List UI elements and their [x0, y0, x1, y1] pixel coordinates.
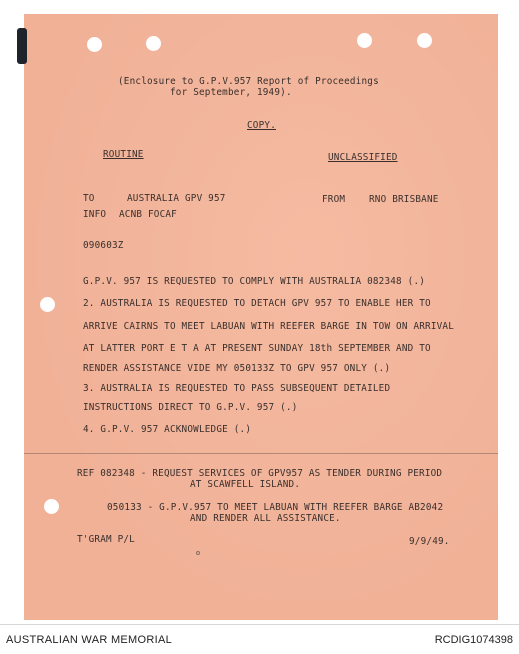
- reference-2-line-2: AND RENDER ALL ASSISTANCE.: [190, 513, 341, 524]
- message-line: RENDER ASSISTANCE VIDE MY 050133Z TO GPV 957 ONLY (.): [83, 363, 391, 374]
- institution-name: AUSTRALIAN WAR MEMORIAL: [6, 634, 173, 646]
- reference-1-line-2: AT SCAWFELL ISLAND.: [190, 479, 301, 490]
- message-line: 4. G.P.V. 957 ACKNOWLEDGE (.): [83, 424, 252, 435]
- from-value: RNO BRISBANE: [369, 194, 439, 205]
- enclosure-line-2: for September, 1949).: [170, 87, 292, 98]
- enclosure-line-1: (Enclosure to G.P.V.957 Report of Proceedings: [118, 76, 379, 87]
- to-label: TO: [83, 193, 95, 204]
- archive-footer: [0, 624, 519, 654]
- message-line: INSTRUCTIONS DIRECT TO G.P.V. 957 (.): [83, 402, 298, 413]
- to-value: AUSTRALIA GPV 957: [127, 193, 226, 204]
- info-label: INFO: [83, 209, 107, 220]
- classification: UNCLASSIFIED: [328, 152, 398, 163]
- from-label: FROM: [322, 194, 346, 205]
- message-line: 2. AUSTRALIA IS REQUESTED TO DETACH GPV 957 TO ENABLE HER TO: [83, 298, 431, 309]
- message-line: ARRIVE CAIRNS TO MEET LABUAN WITH REEFER BARGE IN TOW ON ARRIVAL: [83, 321, 455, 332]
- binder-clip: [17, 28, 27, 64]
- message-line: G.P.V. 957 IS REQUESTED TO COMPLY WITH AUSTRALIA 082348 (.): [83, 276, 426, 287]
- punch-hole: [40, 297, 55, 312]
- message-line: 3. AUSTRALIA IS REQUESTED TO PASS SUBSEQUENT DETAILED: [83, 383, 391, 394]
- precedence: ROUTINE: [103, 149, 144, 160]
- punch-hole: [417, 33, 432, 48]
- info-value: ACNB FOCAF: [119, 209, 177, 220]
- document-paper: [24, 14, 498, 620]
- telegram-note: T'GRAM P/L: [77, 534, 135, 545]
- reference-2-line-1: 050133 - G.P.V.957 TO MEET LABUAN WITH REEFER BARGE AB2042: [107, 502, 444, 513]
- reference-1-line-1: REF 082348 - REQUEST SERVICES OF GPV957 AS TENDER DURING PERIOD: [77, 468, 443, 479]
- document-date: 9/9/49.: [409, 536, 450, 547]
- copy-label: COPY.: [247, 120, 276, 131]
- message-line: AT LATTER PORT E T A AT PRESENT SUNDAY 18th SEPTEMBER AND TO: [83, 343, 431, 354]
- punch-hole: [44, 499, 59, 514]
- punch-hole: [87, 37, 102, 52]
- punch-hole: [357, 33, 372, 48]
- small-circle-mark: [196, 551, 200, 555]
- date-time-group: 090603Z: [83, 240, 124, 251]
- record-id: RCDIG1074398: [434, 634, 513, 646]
- punch-hole: [146, 36, 161, 51]
- divider-line: [24, 453, 498, 454]
